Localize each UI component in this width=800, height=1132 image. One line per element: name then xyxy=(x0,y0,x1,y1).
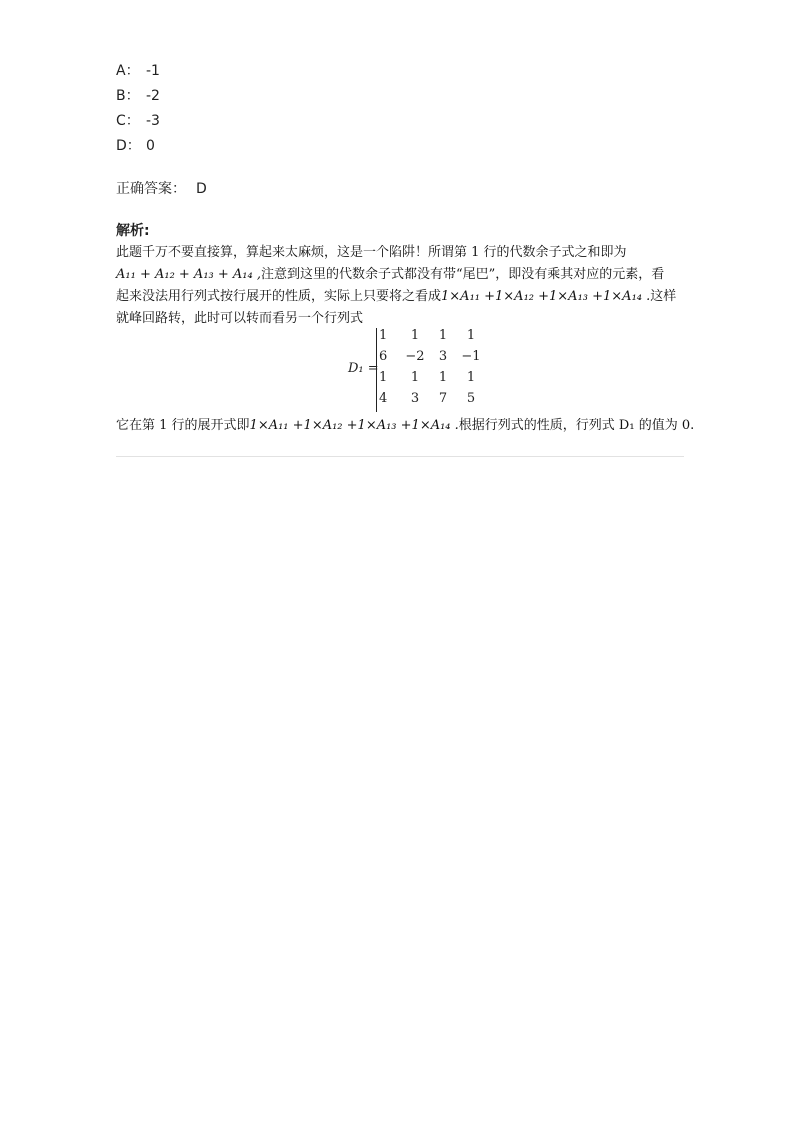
correct-answer xyxy=(116,178,207,198)
option-c xyxy=(116,112,160,130)
explanation-line xyxy=(116,415,695,437)
matrix-cell: 1 xyxy=(466,328,476,343)
matrix-row xyxy=(377,349,487,370)
determinant-label: D₁ = xyxy=(348,361,379,376)
option-key: C： xyxy=(116,113,140,129)
analysis-title: 解析: xyxy=(116,223,150,239)
explanation-text: 起来没法用行列式按行展开的性质，实际上只要将之看成 xyxy=(116,289,442,304)
matrix-cell: 1 xyxy=(466,370,476,385)
matrix-cell: 5 xyxy=(466,391,476,406)
option-key: B： xyxy=(116,88,140,104)
option-value: 0 xyxy=(146,138,155,154)
answer-label: 正确答案： xyxy=(116,181,186,197)
section-divider xyxy=(116,456,684,457)
explanation-line: 就峰回路转，此时可以转而看另一个行列式 xyxy=(116,311,364,326)
matrix-cell: 1 xyxy=(379,370,388,385)
matrix-cell: 7 xyxy=(438,391,448,406)
matrix-cell: 1 xyxy=(410,328,420,343)
option-value: -1 xyxy=(146,63,160,79)
matrix-row xyxy=(377,328,487,349)
explanation-text: 根据行列式的性质，行列式 D₁ 的值为 0. xyxy=(458,418,695,433)
formula: 1×A₁₁ +1×A₁₂ +1×A₁₃ +1×A₁₄ . xyxy=(441,289,651,304)
formula: 1×A₁₁ +1×A₁₂ +1×A₁₃ +1×A₁₄ . xyxy=(249,418,459,433)
explanation-text: 注意到这里的代数余子式都没有带“尾巴”，即没有乘其对应的元素，看 xyxy=(260,267,665,282)
matrix-row xyxy=(377,391,487,412)
explanation-line xyxy=(116,264,686,286)
option-key: A： xyxy=(116,63,140,79)
option-value: -3 xyxy=(146,113,160,129)
answer-value: D xyxy=(196,181,207,197)
option-value: -2 xyxy=(146,88,160,104)
matrix-cell: −1 xyxy=(461,349,481,364)
matrix-cell: 4 xyxy=(379,391,388,406)
matrix-cell: −2 xyxy=(405,349,425,364)
option-b xyxy=(116,87,160,105)
determinant-matrix xyxy=(376,328,487,412)
explanation-line: 此题千万不要直接算，算起来太麻烦，这是一个陷阱！所谓第 1 行的代数余子式之和即为 xyxy=(116,245,627,260)
matrix-cell: 1 xyxy=(438,328,448,343)
matrix-cell: 1 xyxy=(410,370,420,385)
matrix-cell: 3 xyxy=(438,349,448,364)
matrix-cell: 6 xyxy=(379,349,388,364)
matrix-cell: 1 xyxy=(379,328,388,343)
matrix-cell: 3 xyxy=(410,391,420,406)
matrix-row xyxy=(377,370,487,391)
explanation-text: 这样 xyxy=(650,289,677,304)
formula: A₁₁ + A₁₂ + A₁₃ + A₁₄ , xyxy=(116,267,261,282)
matrix-cell: 1 xyxy=(438,370,448,385)
option-key: D： xyxy=(116,138,141,154)
option-d xyxy=(116,137,155,155)
explanation-line xyxy=(116,286,686,308)
explanation-text: 它在第 1 行的展开式即 xyxy=(116,418,250,433)
option-a xyxy=(116,62,160,80)
